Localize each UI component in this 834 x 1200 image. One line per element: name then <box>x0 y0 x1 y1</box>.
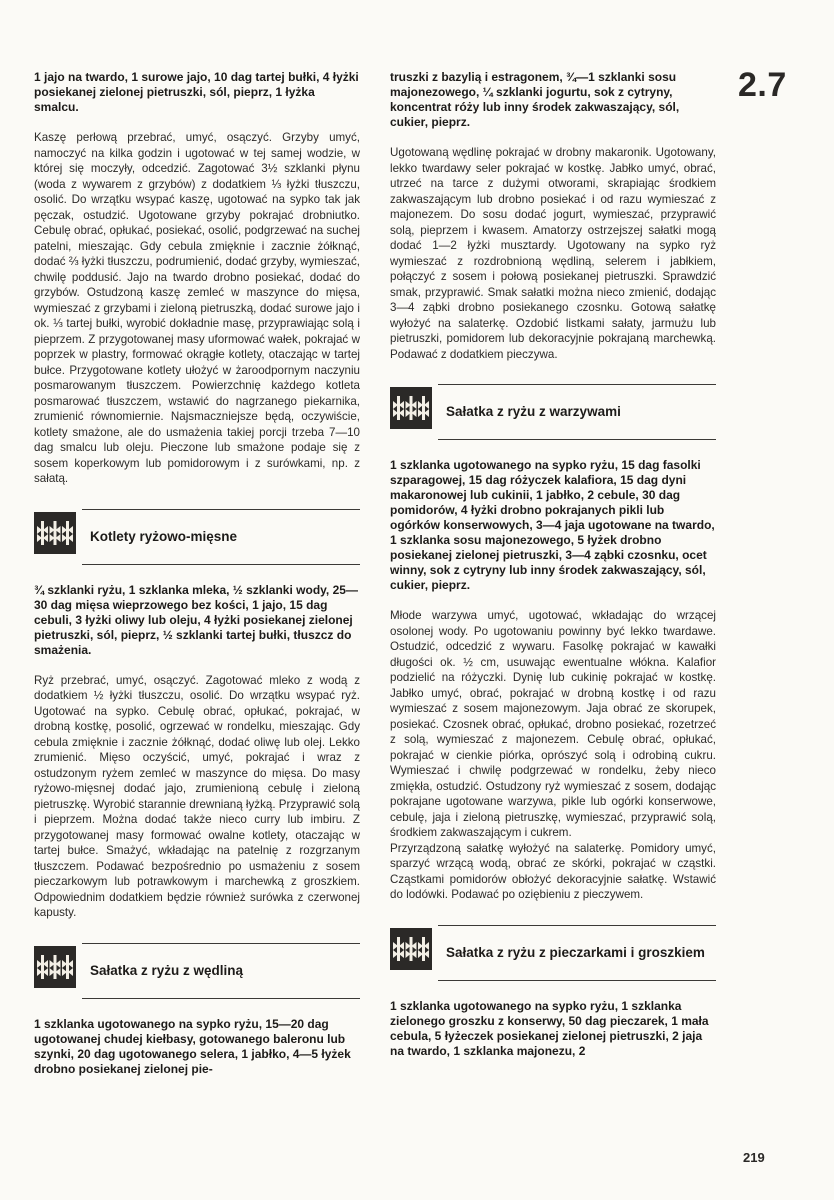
recipe-title-salatka-warzywami: Sałatka z ryżu z warzywami <box>446 404 621 419</box>
instructions-kotlety: Ryż przebrać, umyć, osączyć. Zagotować mleko z wodą z dodatkiem ½ łyżki tłuszczu, osolić. Do wrzątku wsypać ryż. Ugotować na sypko. Cebulę obrać, opłukać, pokrajać, w drobną kostkę, posolić, ogrzewać w rondelku, mieszając. Gdy cebula zmięknie i zacznie żółknąć, dodać oliwę lub olej. Lekko zrumienić. Mięso oczyścić, umyć, pokrajać i wraz z ostudzonym ryżem zemleć w maszynce do mięsa. Do masy ryżowo-mięsnej dodać jajo, zrumienioną cebulę i zieloną pietruszkę. Wyrobić starannie drewnianą łyżką. Przyprawić solą i pieprzem. Można dodać także nieco curry lub imbiru. Z przygotowanej masy formować owalne kotlety, otaczając w tartej bułce. Smażyć, wkładając na patelnię z rozgrzanym tłuszczem. Podawać bezpośrednio po usmażeniu z sosem pieczarkowym lub potrawkowym i marchewką z groszkiem. Odpowiednim dodatkiem będzie również surówka z czerwonej kapusty. <box>34 673 360 919</box>
wheat-emblem-icon <box>390 928 432 970</box>
page-number: 219 <box>743 1150 765 1165</box>
wheat-emblem-icon <box>34 512 76 554</box>
instructions-paragraph: Przyrządzoną sałatkę wyłożyć na salaterkę. Pomidory umyć, sparzyć wrzącą wodą, obrać ze skórki, pokrajać w cząstki. Cząstkami pomidorów obłożyć dekoracyjnie sałatkę. Wstawić do lodówki. Podawać po oziębieniu z pieczywem. <box>390 841 716 901</box>
instructions-paragraph: Młode warzywa umyć, ugotować, wkładając do wrzącej osolonej wody. Po ugotowaniu powinny być lekko twardawe. Ostudzić, odcedzić z wywaru. Fasolkę pokrajać w kawałki długości ok. ½ cm, usuwając ewentualne włókna. Kalafior podzielić na różyczki. Dynię lub cukinię pokrajać w kostkę. Jabłko umyć, obrać, pokrajać w drobną kostkę i od razu wymieszać z sosem majonezowym. Jaja obrać ze skorupek, posiekać. Czosnek obrać, opłukać, drobno posiekać, rozetrzeć z solą, wymieszać z majonezem. Cebulę obrać, opłukać, pokrajać w cienkie piórka, oprószyć solą i odrobiną cukru. Wymieszać i chwilę podgrzewać w rondelku, żeby nieco zmiękła, ostudzić. Ostudzony ryż wymieszać z sosem, dodając pokrajane ugotowane warzywa, pikle lub ogórki konserwowe, cebulę, jaja i zieloną pietruszkę, wymieszać, przyprawić solą, środkiem zakwaszającym i cukrem. <box>390 609 716 839</box>
recipe-header-salatka-warzywami <box>390 384 716 440</box>
instructions-salatka-warzywami <box>390 608 716 903</box>
instructions-kotlety-cont: Kaszę perłową przebrać, umyć, osączyć. Grzyby umyć, namoczyć na kilka godzin i ugotować w tej samej wodzie, w której się moczyły, odcedzić. Zagotować 3½ szklanki płynu (woda z wywarem z grzybów) z dodatkiem ⅓ łyżki tłuszczu, osolić. Do wrzątku wsypać kaszę, ugotować na sypko tak jak pęczak, ostudzić. Ugotowane grzyby pokrajać drobniutko. Cebulę obrać, opłukać, posiekać, osolić, podgrzewać na suchej patelni, mieszając. Gdy cebula zmięknie i zacznie żółknąć, dodać ⅔ łyżki tłuszczu, podrumienić, dodać grzyby, wymieszać, chwilę poddusić. Jajo na twardo drobno posiekać, dodać do grzybów. Ostudzoną kaszę zemleć w maszynce do mięsa, wymieszać z grzybami i zieloną pietruszką, dodać surowe jajo i ok. ⅓ tartej bułki, wyrobić dokładnie masę, przyprawiając solą i pieprzem. Z przygotowanej masy uformować wałek, pokrajać w poprzek w plastry, formować okrągłe kotlety, otaczając w tartej bułce. Przygotowane kotlety ułożyć w żaroodpornym naczyniu posmarowanym tłuszczem. Powierzchnię każdego kotleta posmarować tłuszczem, wstawić do nagrzanego piekarnika, zrumienić równomiernie. Najsmaczniejsze będą, oczywiście, kotlety smażone, ale do usmażenia takiej porcji trzeba 7—10 dag smalcu lub oleju. Pieczone lub smażone podaje się z sosem koperkowym lub pomidorowym i z surówkami, np. z sałatą. <box>34 131 360 485</box>
chapter-number: 2.7 <box>738 66 787 104</box>
instructions-wedlina: Ugotowaną wędlinę pokrajać w drobny makaronik. Ugotowany, lekko twardawy seler pokrajać w kostkę. Jabłko umyć, obrać, utrzeć na tarce z dużymi otworami, skrapiając środkiem zakwaszającym lub drobno posiekać i od razu wymieszać z majonezem. Do sosu dodać jogurt, wymieszać, przyprawić solą, pieprzem i kwasem. Amatorzy ostrzejszej sałatki mogą dodać 1—2 łyżki musztardy. Ugotowany na sypko ryż wymieszać z rozdrobnioną wędliną, selerem i jabłkiem, połączyć z sosem i połową posiekanej pietruszki. Sprawdzić smak, przyprawić. Smak sałatki można nieco zmienić, dodając 3—4 ząbki drobno posiekanego czosnku. Gotową sałatkę wyłożyć na salaterkę. Ozdobić listkami sałaty, jarmużu lub pietruszki, pomidorem lub dekoracyjnie pokrajaną marchewką. Podawać z dodatkiem pieczywa. <box>390 146 716 361</box>
wheat-emblem-icon <box>390 387 432 429</box>
ingredients-kotlety-cont: 1 jajo na twardo, 1 surowe jajo, 10 dag tartej bułki, 4 łyżki posiekanej zielonej pietruszki, sól, pieprz, 1 łyżka smalcu. <box>34 70 359 114</box>
recipe-title-kotlety: Kotlety ryżowo-mięsne <box>90 528 238 544</box>
wheat-emblem-icon <box>34 946 76 988</box>
recipe-header-kotlety <box>34 509 360 565</box>
ingredients-kotlety: ¾ szklanki ryżu, 1 szklanka mleka, ½ szklanki wody, 25—30 dag mięsa wieprzowego bez kości, 1 jajo, 15 dag cebuli, 3 łyżki oliwy lub oleju, 4 łyżki posiekanej zielonej pietruszki, sól, pieprz, ½ szklanki tartej bułki, tłuszcz do smażenia. <box>34 582 358 657</box>
left-column <box>34 70 360 1092</box>
recipe-header-salatka-wedlina <box>34 943 360 999</box>
ingredients-salatka-wedlina: 1 szklanka ugotowanego na sypko ryżu, 15—20 dag ugotowanej chudej kiełbasy, gotowanego baleronu lub szynki, 20 dag ugotowanego selera, 1 jabłko, 4—5 łyżek drobno posiekanej zielonej pie- <box>34 1016 351 1076</box>
ingredients-wedlina-cont: truszki z bazylią i estragonem, ¾—1 szklanki sosu majonezowego, ¼ szklanki jogurtu, sok z cytryny, koncentrat róży lub inny środek zakwaszający, sól, cukier, pieprz. <box>390 70 680 129</box>
recipe-header-salatka-pieczarkami <box>390 925 716 981</box>
ingredients-salatka-pieczarkami: 1 szklanka ugotowanego na sypko ryżu, 1 szklanka zielonego groszku z konserwy, 50 dag pieczarek, 1 mała cebula, 5 łyżeczek posiekanej zielonej pietruszki, 2 jaja na twardo, 1 szklanka majonezu, 2 <box>390 998 709 1058</box>
right-column <box>390 70 716 1074</box>
recipe-title-salatka-wedlina: Sałatka z ryżu z wędliną <box>90 962 244 978</box>
ingredients-salatka-warzywami: 1 szklanka ugotowanego na sypko ryżu, 15 dag fasolki szparagowej, 15 dag różyczek kalafiora, 15 dag dyni makaronowej lub cukinii, 1 jabłko, 2 cebule, 30 dag pomidorów, 4 łyżki drobno pokrajanych pikli lub ogórków konserwowych, 3—4 jaja ugotowane na twardo, 1 szklanka sosu majonezowego, 5 łyżek drobno posiekanej zielonej pietruszki, 3—4 ząbki czosnku, ocet winny, sok z cytryny lub inny środek zakwaszający, sól, cukier, pieprz. <box>390 458 715 592</box>
recipe-title-salatka-pieczarkami: Sałatka z ryżu z pieczarkami i groszkiem <box>446 944 705 960</box>
